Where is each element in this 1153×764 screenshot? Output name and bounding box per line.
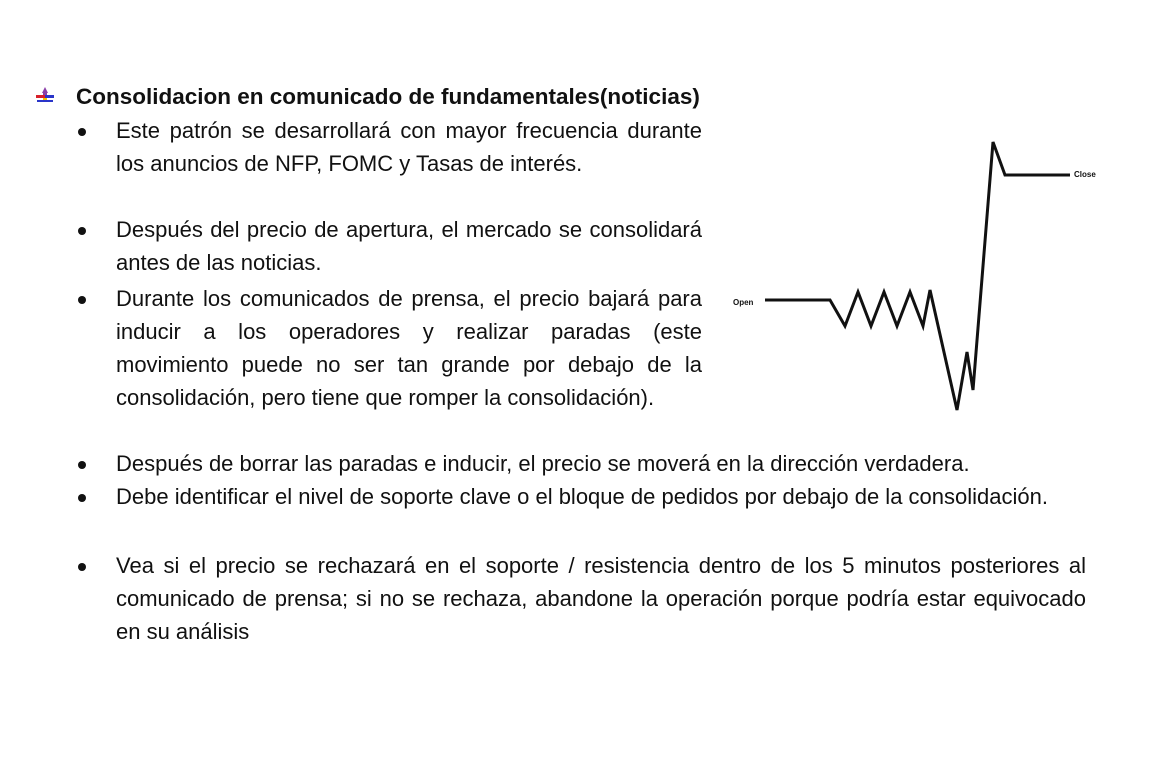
list-item-text: Vea si el precio se rechazará en el soporte / resistencia dentro de los 5 minutos posteriores al comunicado de prensa; si no se rechaza, abandone la operación porque podría estar equivocado en su análisis: [116, 553, 1086, 644]
list-item-text: Después de borrar las paradas e inducir, el precio se moverá en la dirección verdadera.: [116, 451, 970, 476]
list-item-text: Debe identificar el nivel de soporte clave o el bloque de pedidos por debajo de la consolidación.: [116, 484, 1048, 509]
section-title: Consolidacion en comunicado de fundamentales(noticias): [76, 84, 700, 109]
list-item: [116, 213, 702, 279]
list-item: [116, 114, 702, 180]
bullet-dot: [78, 563, 86, 571]
bullet-dot: [78, 296, 86, 304]
price-path: [765, 142, 1070, 410]
bullet-dot: [78, 494, 86, 502]
arrow-cross-bullet-icon: [34, 86, 56, 108]
list-item: [116, 447, 970, 480]
open-label: Open: [733, 298, 754, 307]
section-heading: [34, 82, 700, 112]
list-item: [116, 282, 702, 414]
list-item-text: Durante los comunicados de prensa, el precio bajará para inducir a los operadores y realizar paradas (este movimiento puede no ser tan grande por debajo de la consolidación, pero tiene que romper la consolidación).: [116, 286, 702, 410]
list-item: [116, 549, 1086, 648]
bullet-dot: [78, 128, 86, 136]
bullet-dot: [78, 227, 86, 235]
list-item-text: Este patrón se desarrollará con mayor frecuencia durante los anuncios de NFP, FOMC y Tasas de interés.: [116, 118, 702, 176]
close-label: Close: [1074, 170, 1096, 179]
list-item-text: Después del precio de apertura, el mercado se consolidará antes de las noticias.: [116, 217, 702, 275]
price-pattern-diagram: [725, 130, 1115, 420]
list-item: [116, 480, 1086, 513]
bullet-dot: [78, 461, 86, 469]
